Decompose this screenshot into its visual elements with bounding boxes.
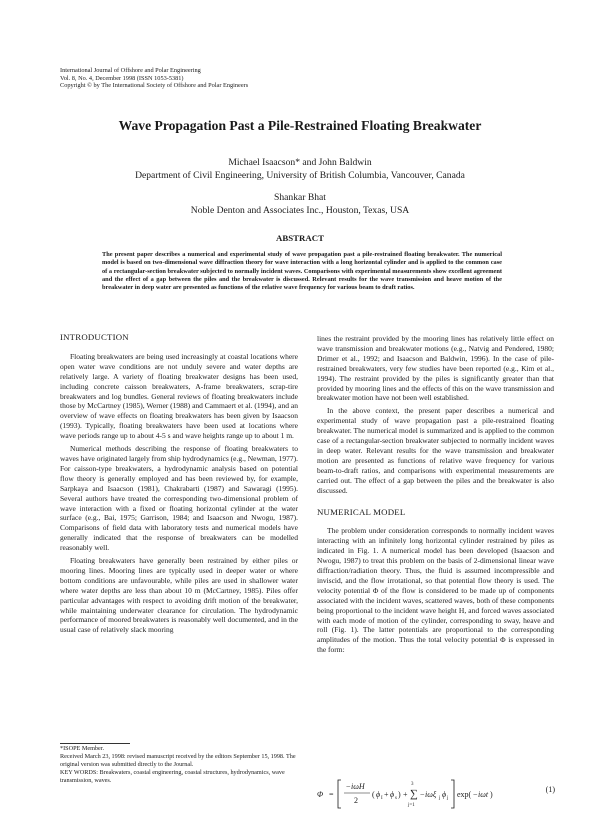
paragraph: Floating breakwaters have generally been restrained by either piles or mooring lines. Mooring lines are typically used in deeper water or where bottom conditions are unfavourable, while piles are used in shallower water where water depths are less than about 10 m (McCartney, 1985). Piles offer particular advantages with respect to avoiding drift motion of the breakwater, while maintaining underwater clearance for circulation. The hydrodynamic performance of moored breakwaters is reasonably well documented, and in the usual case of relatively slack mooring bbox=[60, 556, 298, 635]
author-affiliation: Department of Civil Engineering, University of British Columbia, Vancouver, Canada bbox=[135, 169, 465, 181]
svg-text:j=1: j=1 bbox=[408, 803, 415, 808]
paragraph: In the above context, the present paper describes a numerical and experimental study of wave propagation past a pile-restrained floating breakwater. The numerical model is summarized and is applied to the common case of a rectangular-section breakwater subjected to normally incident waves in deep water. Relevant results for the wave transmission and breakwater motion are presented as functions of relative wave frequency for various beam-to-draft ratios, and comparisons with experimental measurements are carried out. The effect of a gap between the piles and the breakwater is also discussed. bbox=[317, 406, 554, 495]
paragraph: Floating breakwaters are being used increasingly at coastal locations where open water wave conditions are not unduly severe and water depths are relatively large. A variety of floating breakwater designs has been used, including concrete caisson breakwaters, A-frame breakwaters, scrap-tire breakwaters and log bundles. General reviews of floating breakwaters include those by McCartney (1985), Werner (1988) and Cammaert et al. (1994), and an overview of wave effects on floating breakwaters has been given by Isaacson (1993). Typically, floating breakwaters have been used at locations where wave periods range up to about 4-5 s and wave heights range up to about 1 m. bbox=[60, 351, 298, 441]
journal-volume: Vol. 8, No. 4, December 1998 (ISSN 1053-5381) bbox=[60, 74, 184, 82]
equation-formula bbox=[317, 774, 527, 814]
svg-text:−: − bbox=[346, 782, 351, 791]
svg-text:iωH: iωH bbox=[351, 782, 365, 791]
footnote-rule bbox=[60, 743, 130, 744]
svg-text:(: ( bbox=[372, 790, 375, 799]
paragraph: Numerical methods describing the response of floating breakwaters to waves have originated largely from ship hydrodynamics (e.g., Newman, 1977). For caisson-type breakwaters, a hydrodynamic analysis based on potential flow theory is generally employed and has been reviewed by, for example, Sarpkaya and Isaacson (1981), Chakrabarti (1987) and Sawaragi (1995). Several authors have treated the corresponding two-dimensional problem of wave interaction with a fixed or floating horizontal cylinder at the water surface (e.g., Bai, 1975; Garrison, 1984; and Isaacson and Nwogu, 1987). Comparisons of field data with laboratory tests and numerical models have generally indicated that the response of breakwaters can be modelled reasonably well. bbox=[60, 444, 298, 553]
abstract-text: The present paper describes a numerical and experimental study of wave propagation past a pile-restrained floating breakwater. The numerical model is based on two-dimensional wave diffraction theory for wave interaction with a long horizontal cylinder and is applied to the common case of a rectangular-section breakwater subjected to normally incident waves. Comparisons with experimental measurements show excellent agreement and the effect of a gap between the piles and the breakwater is discussed. Relevant results for the wave transmission and heave motion of the breakwater in deep water are presented as functions of the relative wave frequency for various beam to draft ratios. bbox=[102, 251, 502, 291]
svg-text:−: − bbox=[473, 790, 478, 799]
author-names: Michael Isaacson* and John Baldwin bbox=[228, 157, 372, 168]
svg-text:ϕ: ϕ bbox=[390, 790, 395, 799]
section-heading: INTRODUCTION bbox=[60, 332, 129, 342]
svg-text:s: s bbox=[395, 796, 397, 801]
journal-header bbox=[60, 67, 248, 90]
svg-text:∑: ∑ bbox=[410, 788, 418, 800]
svg-text:iωt: iωt bbox=[478, 790, 489, 799]
svg-text:−: − bbox=[420, 790, 425, 799]
paragraph: lines the restraint provided by the mooring lines has relatively little effect on wave transmission and breakwater motions (e.g., Natvig and Pendered, 1980; Drimer et al., 1992; and Isaacson and Baldwin, 1996). In the case of pile-restrained breakwaters, very few studies have been reported (e.g., Kim et al., 1994). The restraint provided by the piles is significantly greater than that provided by mooring lines and the effects of this on the wave transmission and breakwater motion have not been well established. bbox=[317, 334, 554, 403]
section-heading: NUMERICAL MODEL bbox=[317, 506, 406, 517]
svg-text:2: 2 bbox=[354, 796, 358, 805]
svg-text:=: = bbox=[329, 790, 334, 799]
svg-text:j: j bbox=[447, 796, 449, 801]
author-affiliation: Noble Denton and Associates Inc., Houston, Texas, USA bbox=[190, 204, 410, 216]
author-block-2 bbox=[0, 192, 600, 217]
svg-text:j: j bbox=[439, 796, 441, 801]
footnote-keywords: KEY WORDS: Breakwaters, coastal engineering, coastal structures, hydrodynamics, wave transmission, waves. bbox=[60, 769, 285, 784]
footnote-received: Received March 23, 1998: revised manuscript received by the editors September 15, 1998. The original version was submitted directly to the Journal. bbox=[60, 753, 296, 768]
svg-text:I: I bbox=[381, 796, 383, 801]
paragraph: The problem under consideration corresponds to normally incident waves interacting with an infinitely long horizontal cylinder restrained by piles as indicated in Fig. 1. A numerical model has been developed (Isaacson and Nwogu, 1987) to treat this problem on the basis of 2-dimensional linear wave diffraction/radiation theory. Thus, the fluid is assumed incompressible and inviscid, and the flow irrotational, so that potential flow theory is used. The velocity potential Φ of the flow is considered to be made up of components associated with the incident waves, scattered waves, both of these components being proportional to the incident wave height H, and forced waves associated with each mode of motion of the cylinder, corresponding to sway, heave and roll (Fig. 1). The latter potentials are proportional to the corresponding amplitudes of the motion. Thus the total velocity potential Φ is expressed in the form: bbox=[317, 526, 554, 655]
author-block-1 bbox=[0, 157, 600, 182]
svg-text:): ) bbox=[398, 790, 401, 799]
abstract-heading: ABSTRACT bbox=[276, 233, 324, 243]
paper-title: Wave Propagation Past a Pile-Restrained Floating Breakwater bbox=[118, 118, 482, 133]
equation-number: (1) bbox=[545, 785, 555, 794]
svg-text:+: + bbox=[403, 790, 408, 799]
journal-name: International Journal of Offshore and Polar Engineering bbox=[60, 67, 201, 74]
svg-text:ϕ: ϕ bbox=[376, 790, 381, 799]
footnote-member: *ISOPE Member. bbox=[60, 745, 104, 752]
left-column bbox=[60, 327, 298, 638]
right-column bbox=[317, 334, 554, 658]
svg-text:exp(: exp( bbox=[457, 790, 472, 799]
svg-text:3: 3 bbox=[411, 782, 414, 787]
svg-text:): ) bbox=[490, 790, 493, 799]
svg-text:iωξ: iωξ bbox=[425, 790, 437, 799]
svg-text:ϕ: ϕ bbox=[442, 790, 447, 799]
equation-1 bbox=[317, 774, 555, 814]
author-names: Shankar Bhat bbox=[274, 192, 326, 203]
footnotes bbox=[60, 743, 298, 785]
svg-text:+: + bbox=[384, 790, 389, 799]
journal-copyright: Copyright © by The International Society of Offshore and Polar Engineers bbox=[60, 82, 249, 90]
svg-text:Φ: Φ bbox=[317, 790, 324, 799]
